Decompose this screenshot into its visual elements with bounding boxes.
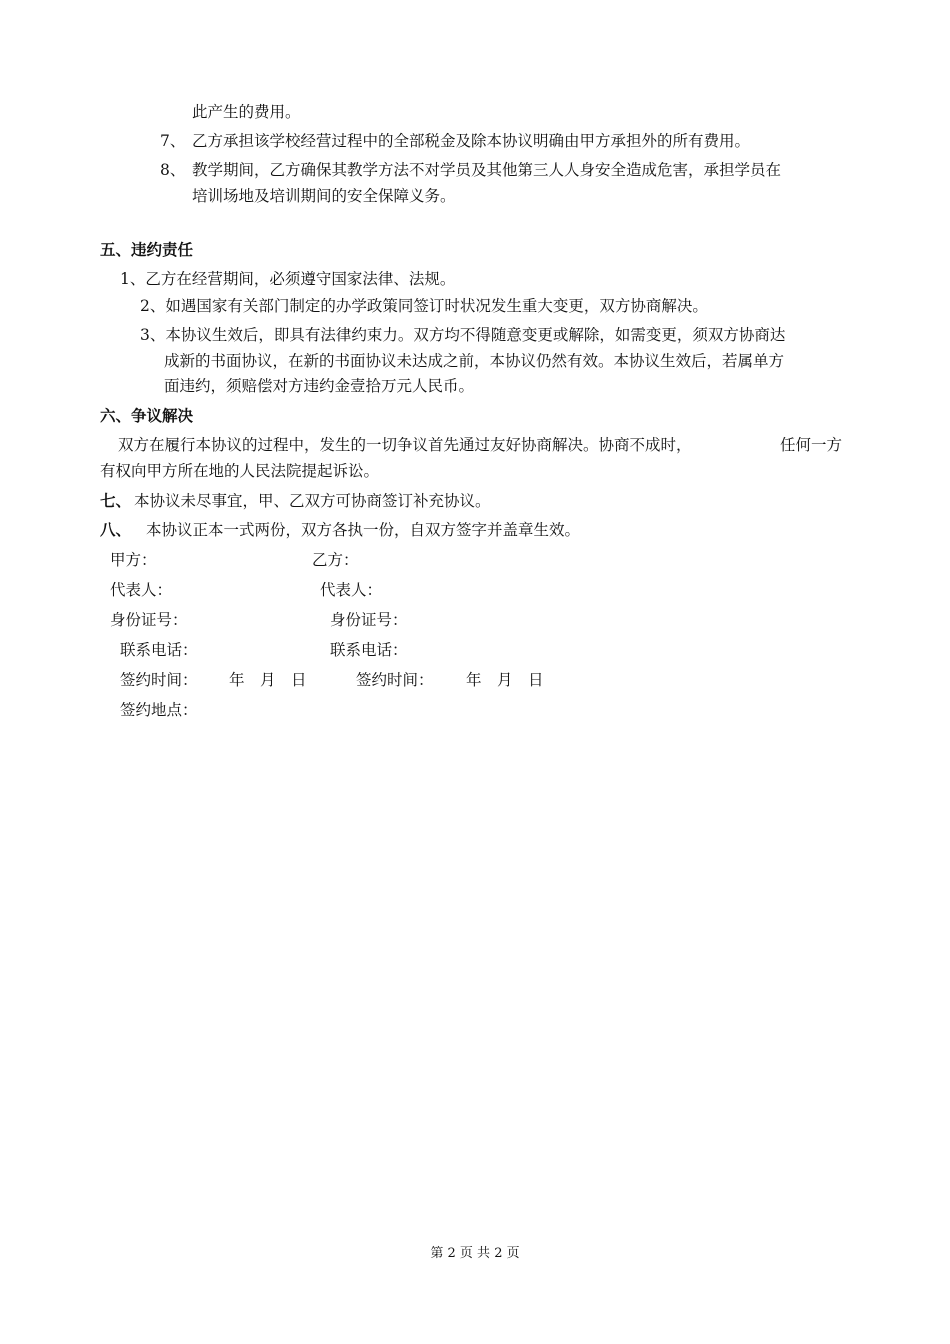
party-a-label: 甲方： (110, 551, 157, 569)
id-a-label: 身份证号： (110, 611, 188, 629)
item8-number: 8、 (160, 161, 186, 179)
item7-number: 7、 (160, 132, 186, 150)
section7-number: 七、 (100, 492, 132, 510)
item8-line2: 培训场地及培训期间的安全保障义务。 (192, 187, 456, 205)
section6-heading: 六、争议解决 (100, 407, 194, 425)
section6-line1-end: 任何一方 (780, 436, 843, 454)
date-b-value: 年 月 日 (466, 671, 544, 689)
section5-item1: 1、乙方在经营期间，必须遵守国家法律、法规。 (120, 270, 456, 288)
section5-item3-line2: 成新的书面协议，在新的书面协议未达成之前，本协议仍然有效。本协议生效后，若属单方 (164, 352, 785, 370)
section5-item3-line1: 3、本协议生效后，即具有法律约束力。双方均不得随意变更或解除，如需变更，须双方协商达 (140, 326, 786, 344)
section8-text: 本协议正本一式两份，双方各执一份，自双方签字并盖章生效。 (146, 521, 581, 539)
party-b-label: 乙方： (312, 551, 359, 569)
rep-a-label: 代表人： (110, 581, 173, 599)
id-b-label: 身份证号： (330, 611, 408, 629)
page-footer: 第 2 页 共 2 页 (430, 1246, 520, 1261)
date-b-label: 签约时间： (356, 671, 434, 689)
phone-b-label: 联系电话： (330, 641, 408, 659)
section6-line2: 有权向甲方所在地的人民法院提起诉讼。 (100, 462, 380, 480)
section5-item2: 2、如遇国家有关部门制定的办学政策同签订时状况发生重大变更，双方协商解决。 (140, 297, 708, 315)
section5-item3-line3: 面违约，须赔偿对方违约金壹拾万元人民币。 (164, 377, 475, 395)
date-a-value: 年 月 日 (229, 671, 307, 689)
section5-heading: 五、违约责任 (100, 241, 194, 259)
date-a-label: 签约时间： (120, 671, 198, 689)
item6-tail: 此产生的费用。 (192, 103, 301, 121)
rep-b-label: 代表人： (320, 581, 383, 599)
item7-text: 乙方承担该学校经营过程中的全部税金及除本协议明确由甲方承担外的所有费用。 (192, 132, 751, 150)
item8-line1: 教学期间，乙方确保其教学方法不对学员及其他第三人人身安全造成危害，承担学员在 (192, 161, 782, 179)
section7-text: 本协议未尽事宜，甲、乙双方可协商签订补充协议。 (134, 492, 491, 510)
place-label: 签约地点： (120, 701, 198, 719)
phone-a-label: 联系电话： (120, 641, 198, 659)
section8-number: 八、 (100, 521, 132, 539)
section6-line1: 双方在履行本协议的过程中，发生的一切争议首先通过友好协商解决。协商不成时， (118, 436, 692, 454)
